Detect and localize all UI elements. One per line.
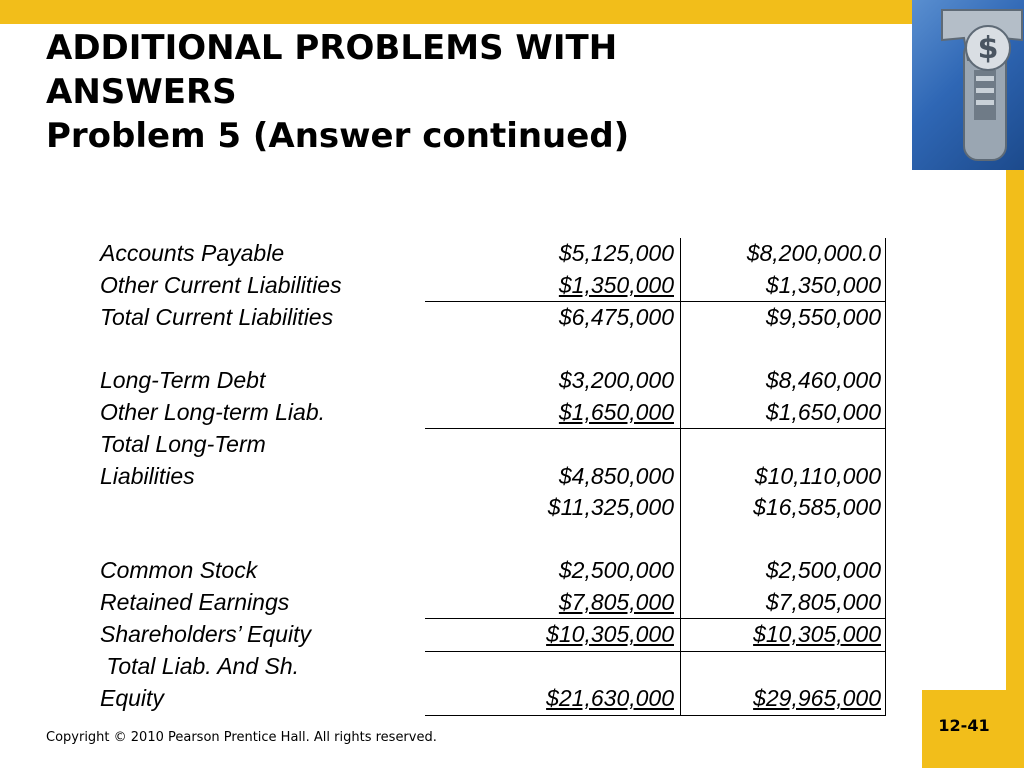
row-label: Accounts Payable	[100, 240, 285, 266]
value-col2: $2,500,000	[681, 555, 886, 587]
slide-title	[46, 26, 896, 158]
row-label: Other Long-term Liab.	[100, 398, 326, 425]
table-row	[100, 334, 886, 366]
row-label: Common Stock	[100, 557, 258, 583]
top-accent-bar	[0, 0, 1024, 24]
value-col1: $6,475,000	[558, 304, 674, 330]
value-col1: $3,200,000	[558, 367, 674, 393]
value-col1-text: $1,650,000	[558, 398, 674, 425]
value-col2: $10,110,000	[681, 461, 886, 493]
value-col2-text: $29,965,000	[753, 685, 881, 711]
table-row	[100, 302, 886, 334]
row-label: Retained Earnings	[100, 588, 290, 615]
wrench-dollar-icon	[912, 0, 1024, 170]
table-row	[100, 555, 886, 587]
title-line-1: ADDITIONAL PROBLEMS WITH	[46, 28, 618, 68]
svg-text:$: $	[977, 31, 999, 66]
table-row	[100, 651, 886, 683]
table-row	[100, 238, 886, 270]
row-label	[100, 492, 425, 524]
row-label	[100, 334, 425, 366]
value-col1-text: $1,350,000	[558, 271, 674, 298]
table-row	[100, 492, 886, 524]
value-col2-text: $10,305,000	[753, 621, 881, 647]
value-col1	[425, 683, 681, 715]
row-label: Liabilities	[100, 462, 195, 489]
value-col1	[425, 524, 681, 556]
page-number: 12-41	[938, 716, 990, 735]
value-col1: $11,325,000	[547, 494, 674, 520]
value-col1-text: $10,305,000	[546, 621, 674, 647]
value-col2	[681, 619, 886, 652]
value-col1-text: $21,630,000	[546, 685, 674, 711]
table-row	[100, 524, 886, 556]
value-col1: $5,125,000	[558, 240, 674, 266]
value-col2	[681, 683, 886, 715]
row-label	[100, 524, 425, 556]
value-col2: $8,460,000	[681, 365, 886, 397]
page-number-box	[922, 690, 1006, 768]
table-row	[100, 270, 886, 302]
value-col2: $8,200,000.0	[681, 238, 886, 270]
balance-sheet-table	[100, 238, 886, 716]
value-col1	[425, 651, 681, 683]
row-label: Other Current Liabilities	[100, 271, 342, 298]
value-col1: $2,500,000	[558, 557, 674, 583]
row-label: Long-Term Debt	[100, 367, 266, 393]
table-row	[100, 683, 886, 715]
table-row	[100, 429, 886, 461]
value-col2: $9,550,000	[681, 302, 886, 334]
value-col2	[681, 429, 886, 461]
table-row	[100, 397, 886, 429]
title-line-3: Problem 5 (Answer continued)	[46, 116, 630, 156]
table-row	[100, 587, 886, 619]
value-col1	[425, 270, 681, 302]
copyright-footer: Copyright © 2010 Pearson Prentice Hall. All rights reserved.	[46, 730, 437, 745]
value-col2	[681, 334, 886, 366]
value-col2: $16,585,000	[681, 492, 886, 524]
table-row	[100, 365, 886, 397]
value-col1	[425, 587, 681, 619]
table-row	[100, 461, 886, 493]
value-col2	[681, 524, 886, 556]
value-col1	[425, 429, 681, 461]
row-label: Total Current Liabilities	[100, 303, 334, 330]
value-col2: $1,350,000	[681, 270, 886, 302]
row-label: Total Long-Term	[100, 430, 266, 457]
row-label: Equity	[100, 685, 164, 712]
title-line-2: ANSWERS	[46, 72, 237, 112]
value-col2: $7,805,000	[681, 587, 886, 619]
value-col2: $1,650,000	[681, 397, 886, 429]
value-col1: $4,850,000	[558, 462, 674, 489]
value-col1	[425, 397, 681, 429]
value-col1	[425, 619, 681, 652]
value-col1	[425, 334, 681, 366]
row-label: Total Liab. And Sh.	[100, 653, 300, 680]
row-label: Shareholders’ Equity	[100, 621, 311, 647]
value-col2	[681, 651, 886, 683]
value-col1-text: $7,805,000	[558, 588, 674, 615]
table-row	[100, 619, 886, 652]
